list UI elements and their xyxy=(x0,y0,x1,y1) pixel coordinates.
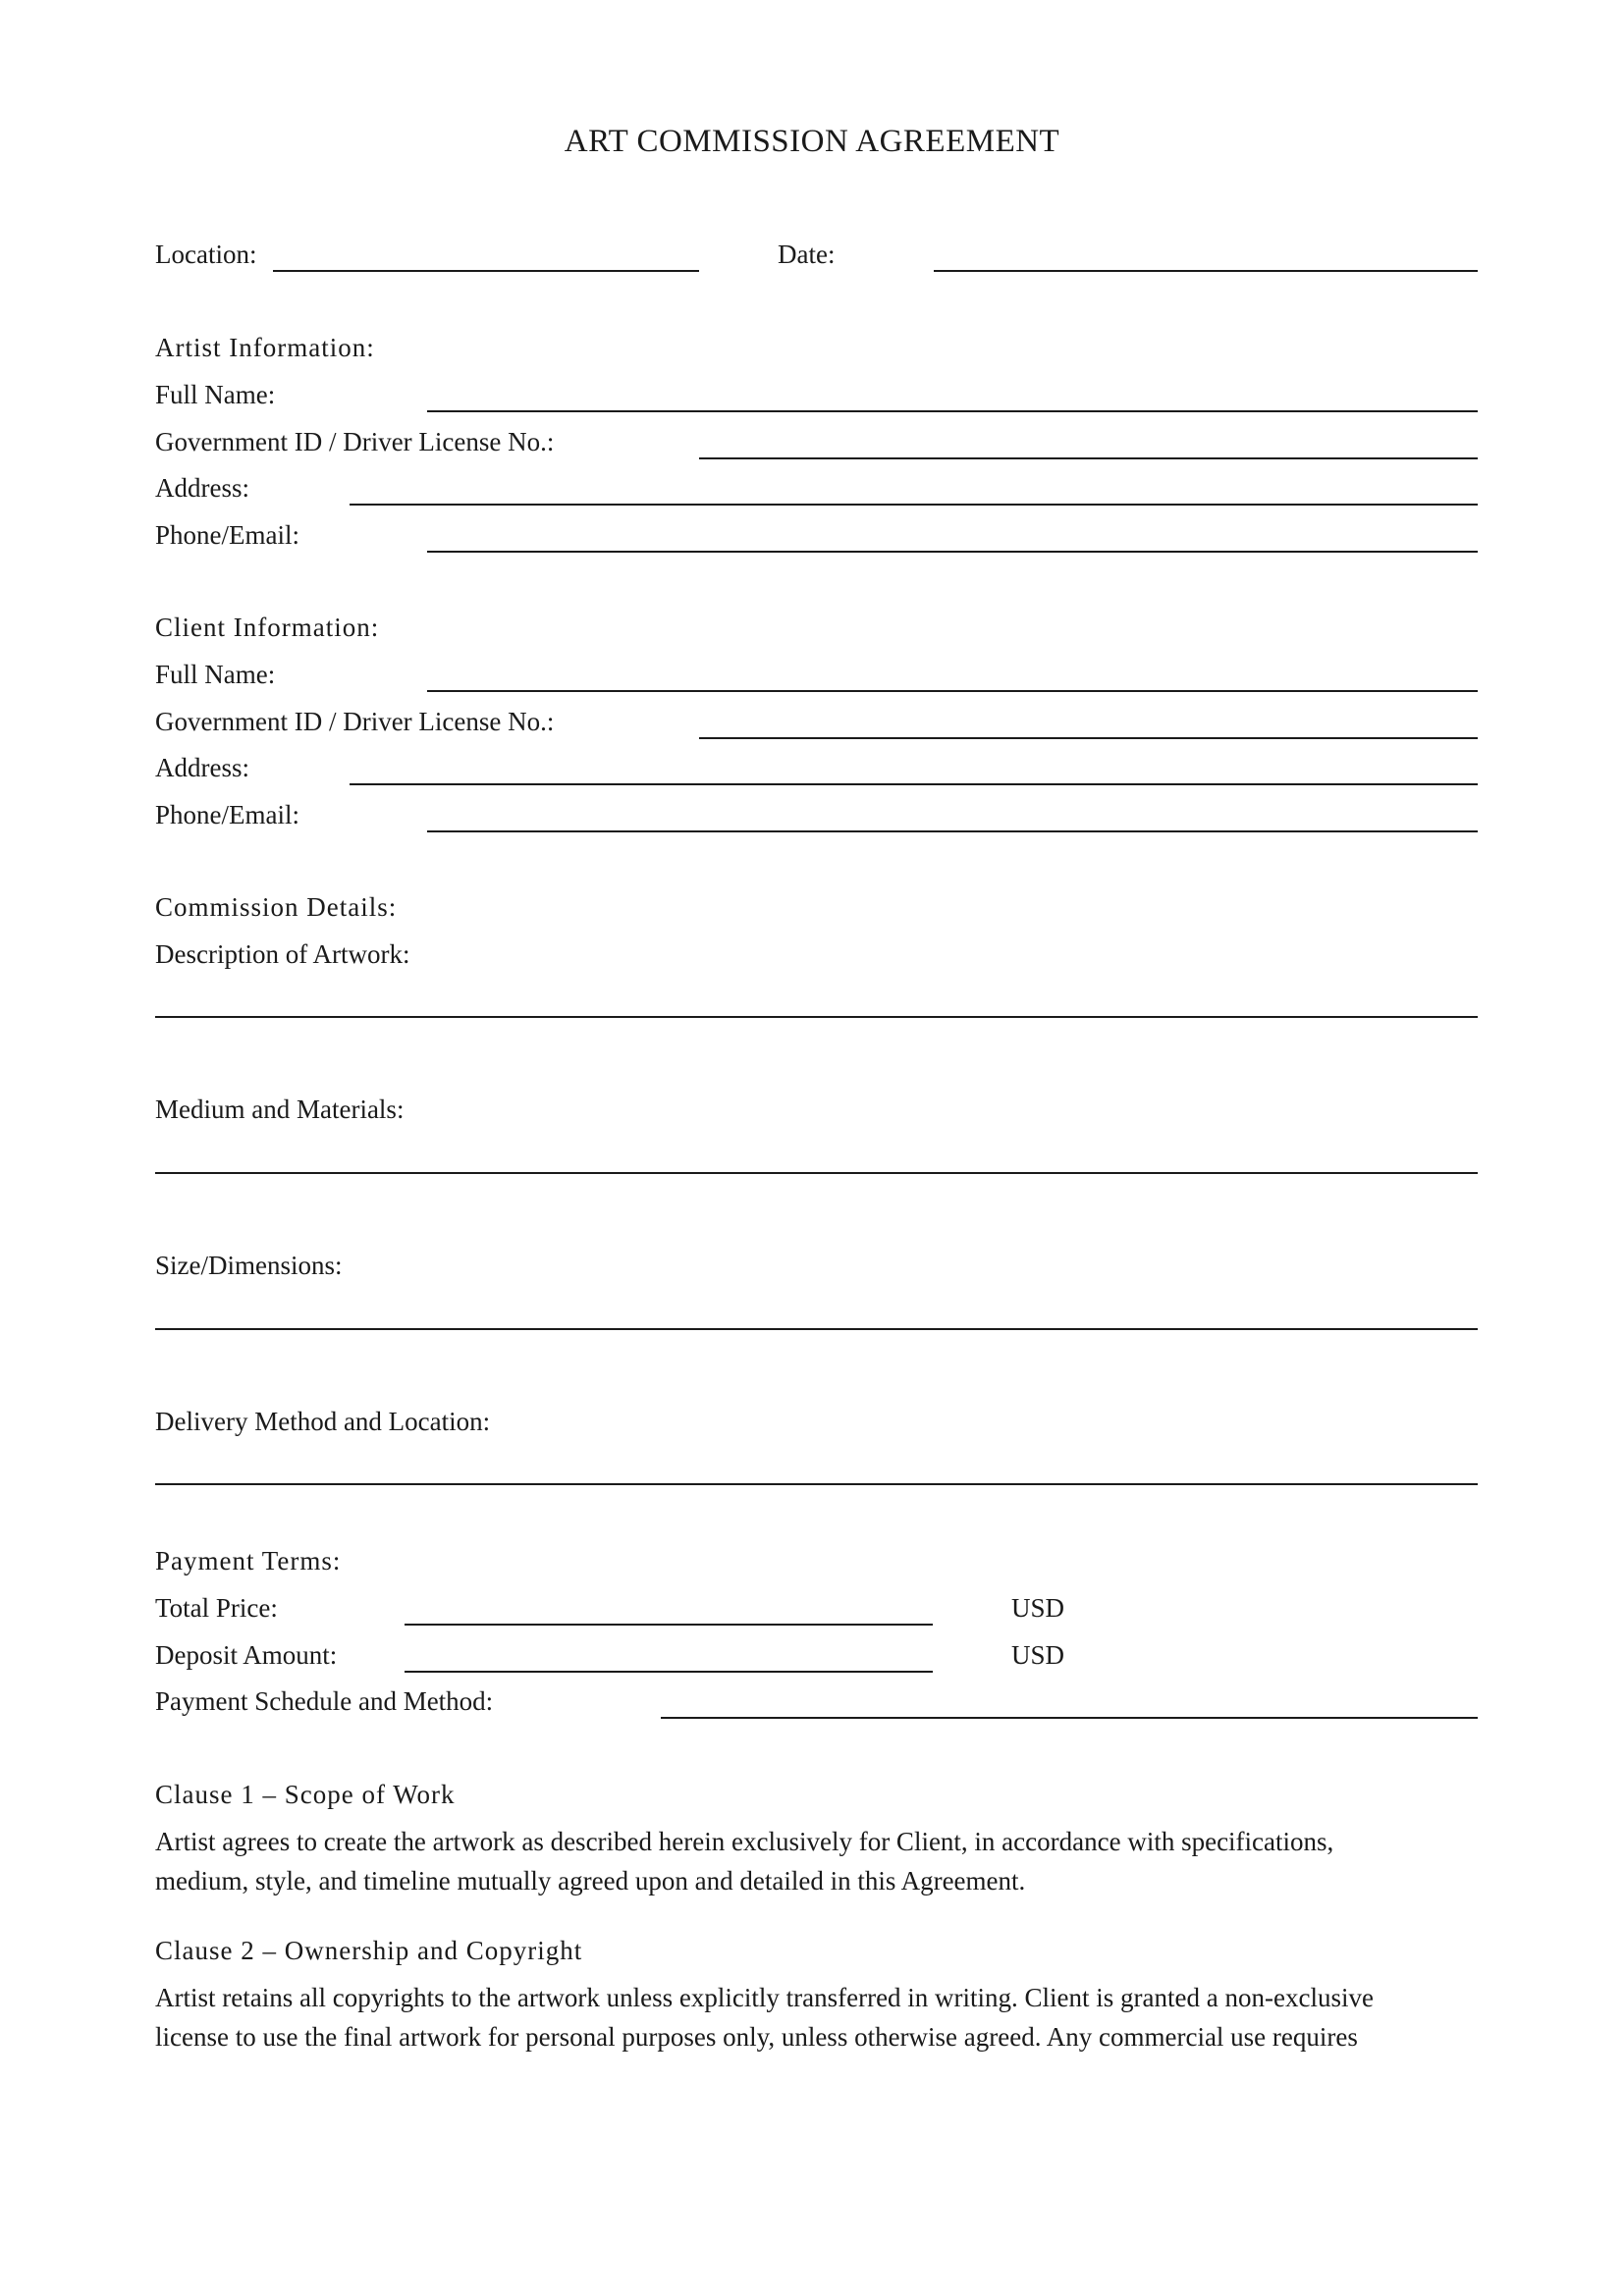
clause-2-body xyxy=(155,1978,1490,2056)
total-price-field[interactable] xyxy=(405,1624,933,1626)
client-phone-email-field[interactable] xyxy=(427,830,1478,832)
clause-1-line-2: medium, style, and timeline mutually agreed upon and detailed in this Agreement. xyxy=(155,1866,1026,1896)
commission-section-heading: Commission Details: xyxy=(155,892,398,922)
payment-schedule-field[interactable] xyxy=(661,1717,1478,1719)
payment-section-heading: Payment Terms: xyxy=(155,1546,342,1575)
date-field[interactable] xyxy=(934,270,1478,272)
description-field[interactable] xyxy=(155,1016,1478,1018)
clause-1-line-1: Artist agrees to create the artwork as described herein exclusively for Client, in accordance with specifications, xyxy=(155,1827,1334,1856)
client-phone-email-label: Phone/Email: xyxy=(155,800,299,829)
clause-2-line-1: Artist retains all copyrights to the artwork unless explicitly transferred in writing. Client is granted a non-exclusive xyxy=(155,1983,1374,2012)
location-field[interactable] xyxy=(273,270,699,272)
size-label: Size/Dimensions: xyxy=(155,1251,343,1280)
clause-1-heading: Clause 1 – Scope of Work xyxy=(155,1780,456,1809)
client-full-name-field[interactable] xyxy=(427,690,1478,692)
delivery-label: Delivery Method and Location: xyxy=(155,1407,491,1436)
medium-label: Medium and Materials: xyxy=(155,1095,405,1124)
artist-gov-id-label: Government ID / Driver License No.: xyxy=(155,427,555,456)
client-full-name-label: Full Name: xyxy=(155,660,276,689)
artist-gov-id-field[interactable] xyxy=(699,457,1478,459)
total-price-label: Total Price: xyxy=(155,1593,278,1623)
artist-address-field[interactable] xyxy=(350,504,1478,506)
deposit-field[interactable] xyxy=(405,1671,933,1673)
total-price-currency: USD xyxy=(1011,1593,1065,1623)
date-label: Date: xyxy=(778,240,836,269)
payment-schedule-label: Payment Schedule and Method: xyxy=(155,1686,494,1716)
artist-full-name-field[interactable] xyxy=(427,410,1478,412)
client-address-label: Address: xyxy=(155,753,249,782)
clause-2-line-2: license to use the final artwork for personal purposes only, unless otherwise agreed. Any commercial use requires xyxy=(155,2022,1358,2052)
size-field[interactable] xyxy=(155,1328,1478,1330)
client-address-field[interactable] xyxy=(350,783,1478,785)
artist-section-heading: Artist Information: xyxy=(155,333,375,362)
description-label: Description of Artwork: xyxy=(155,939,410,969)
client-gov-id-label: Government ID / Driver License No.: xyxy=(155,707,555,736)
medium-field[interactable] xyxy=(155,1172,1478,1174)
artist-full-name-label: Full Name: xyxy=(155,380,276,409)
clause-2-heading: Clause 2 – Ownership and Copyright xyxy=(155,1936,583,1965)
delivery-field[interactable] xyxy=(155,1483,1478,1485)
artist-phone-email-label: Phone/Email: xyxy=(155,520,299,550)
document-title: ART COMMISSION AGREEMENT xyxy=(564,124,1060,159)
artist-phone-email-field[interactable] xyxy=(427,551,1478,553)
deposit-currency: USD xyxy=(1011,1640,1065,1670)
clause-1-body xyxy=(155,1822,1490,1900)
client-gov-id-field[interactable] xyxy=(699,737,1478,739)
client-section-heading: Client Information: xyxy=(155,613,380,642)
deposit-label: Deposit Amount: xyxy=(155,1640,338,1670)
artist-address-label: Address: xyxy=(155,473,249,503)
location-label: Location: xyxy=(155,240,257,269)
